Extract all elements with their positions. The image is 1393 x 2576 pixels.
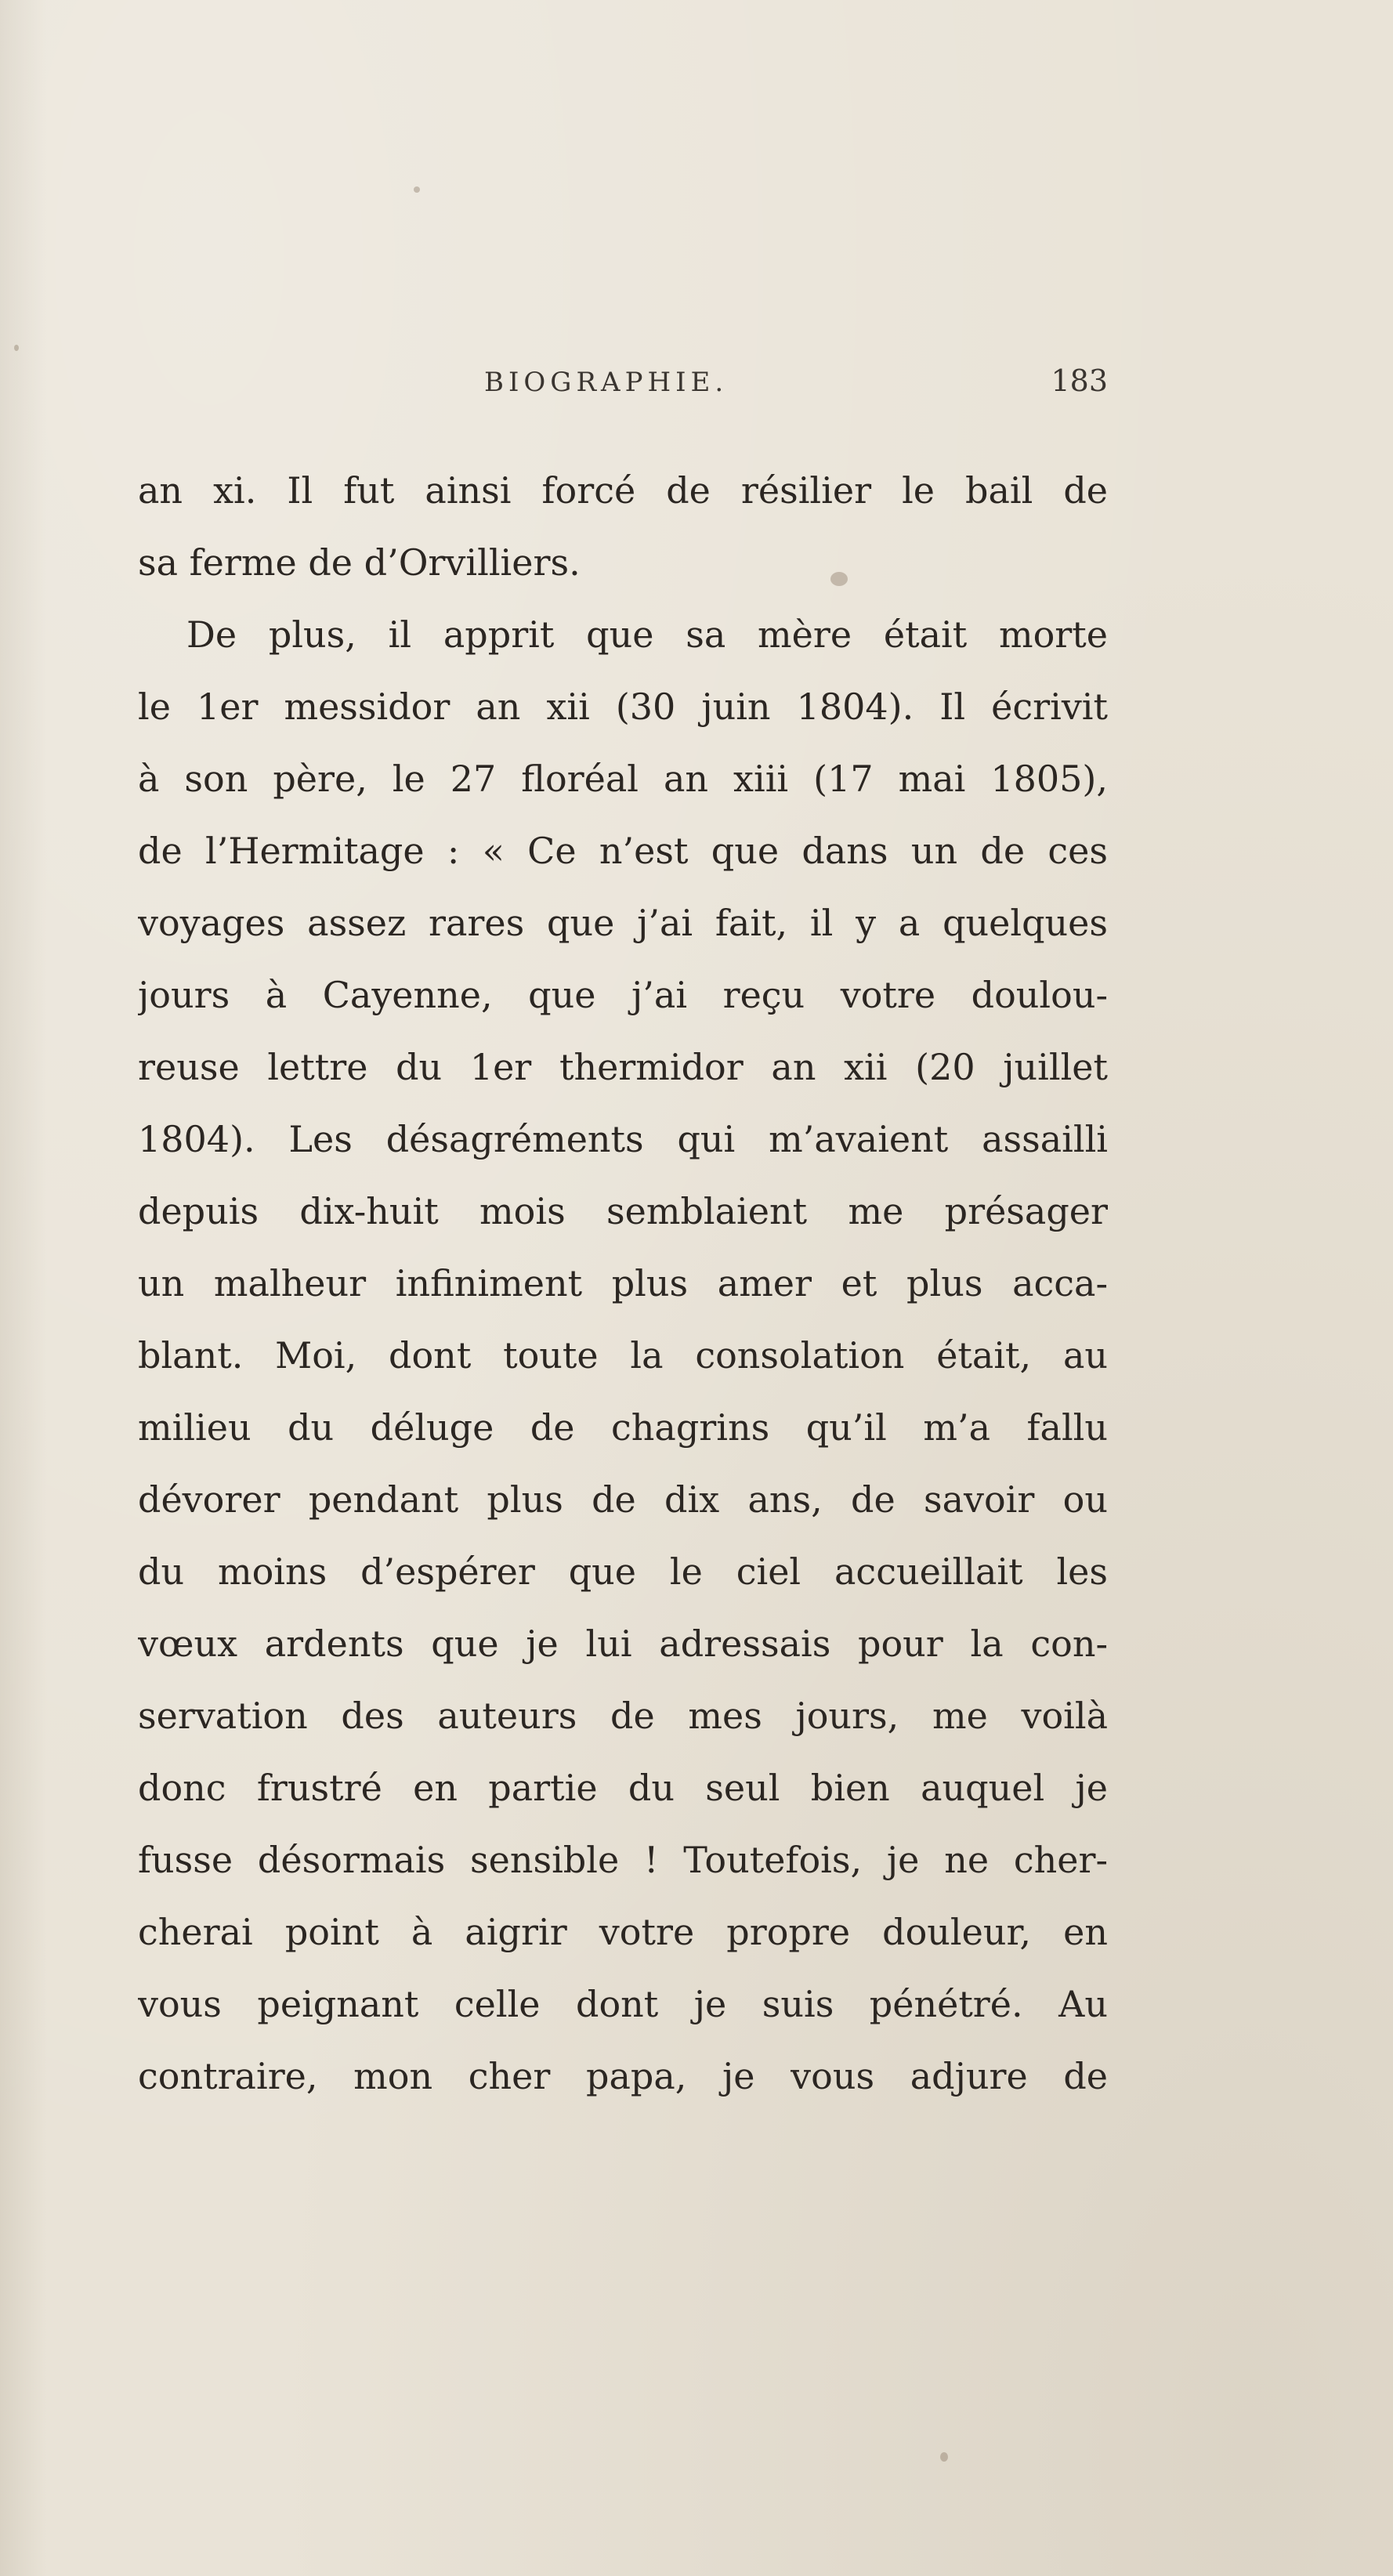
text-line: du moins d’espérer que le ciel accueillait les <box>138 1550 1108 1593</box>
text-line: dévorer pendant plus de dix ans, de savoir ou <box>138 1478 1108 1521</box>
text-line: un malheur infiniment plus amer et plus acca- <box>138 1262 1108 1304</box>
page-number: 183 <box>1051 364 1108 398</box>
text-line: De plus, il apprit que sa mère était morte <box>186 613 1108 656</box>
text-line: reuse lettre du 1er thermidor an xii (20 juillet <box>138 1046 1108 1088</box>
paper-speck <box>940 2452 948 2462</box>
text-line: contraire, mon cher papa, je vous adjure de <box>138 2055 1108 2097</box>
running-head <box>138 364 1108 414</box>
paper-speck <box>830 572 848 586</box>
text-line: sa ferme de d’Orvilliers. <box>138 541 581 584</box>
text-line: jours à Cayenne, que j’ai reçu votre doulou- <box>138 974 1108 1016</box>
text-line: vœux ardents que je lui adressais pour la con- <box>138 1623 1108 1665</box>
text-line: servation des auteurs de mes jours, me voilà <box>138 1695 1108 1737</box>
text-line: de l’Hermitage : « Ce n’est que dans un de ces <box>138 830 1108 872</box>
text-line: depuis dix-huit mois semblaient me présager <box>138 1190 1108 1232</box>
paper-speck <box>14 345 19 351</box>
text-line: milieu du déluge de chagrins qu’il m’a fallu <box>138 1406 1108 1449</box>
text-line: à son père, le 27 floréal an xiii (17 mai 1805), <box>138 758 1108 800</box>
text-line: le 1er messidor an xii (30 juin 1804). Il écrivit <box>138 686 1108 728</box>
text-line: cherai point à aigrir votre propre douleur, en <box>138 1911 1108 1953</box>
body-text <box>138 454 1108 2112</box>
text-line: an xi. Il fut ainsi forcé de résilier le bail de <box>138 469 1108 512</box>
paper-speck <box>414 186 420 193</box>
running-title: BIOGRAPHIE. <box>484 367 729 398</box>
text-line: vous peignant celle dont je suis pénétré. Au <box>138 1983 1108 2025</box>
text-line: blant. Moi, dont toute la consolation était, au <box>138 1334 1108 1377</box>
text-line: voyages assez rares que j’ai fait, il y a quelques <box>138 902 1108 944</box>
text-line: donc frustré en partie du seul bien auquel je <box>138 1767 1108 1809</box>
text-line: fusse désormais sensible ! Toutefois, je ne cher- <box>138 1839 1108 1881</box>
text-line: 1804). Les désagréments qui m’avaient assailli <box>138 1118 1108 1160</box>
